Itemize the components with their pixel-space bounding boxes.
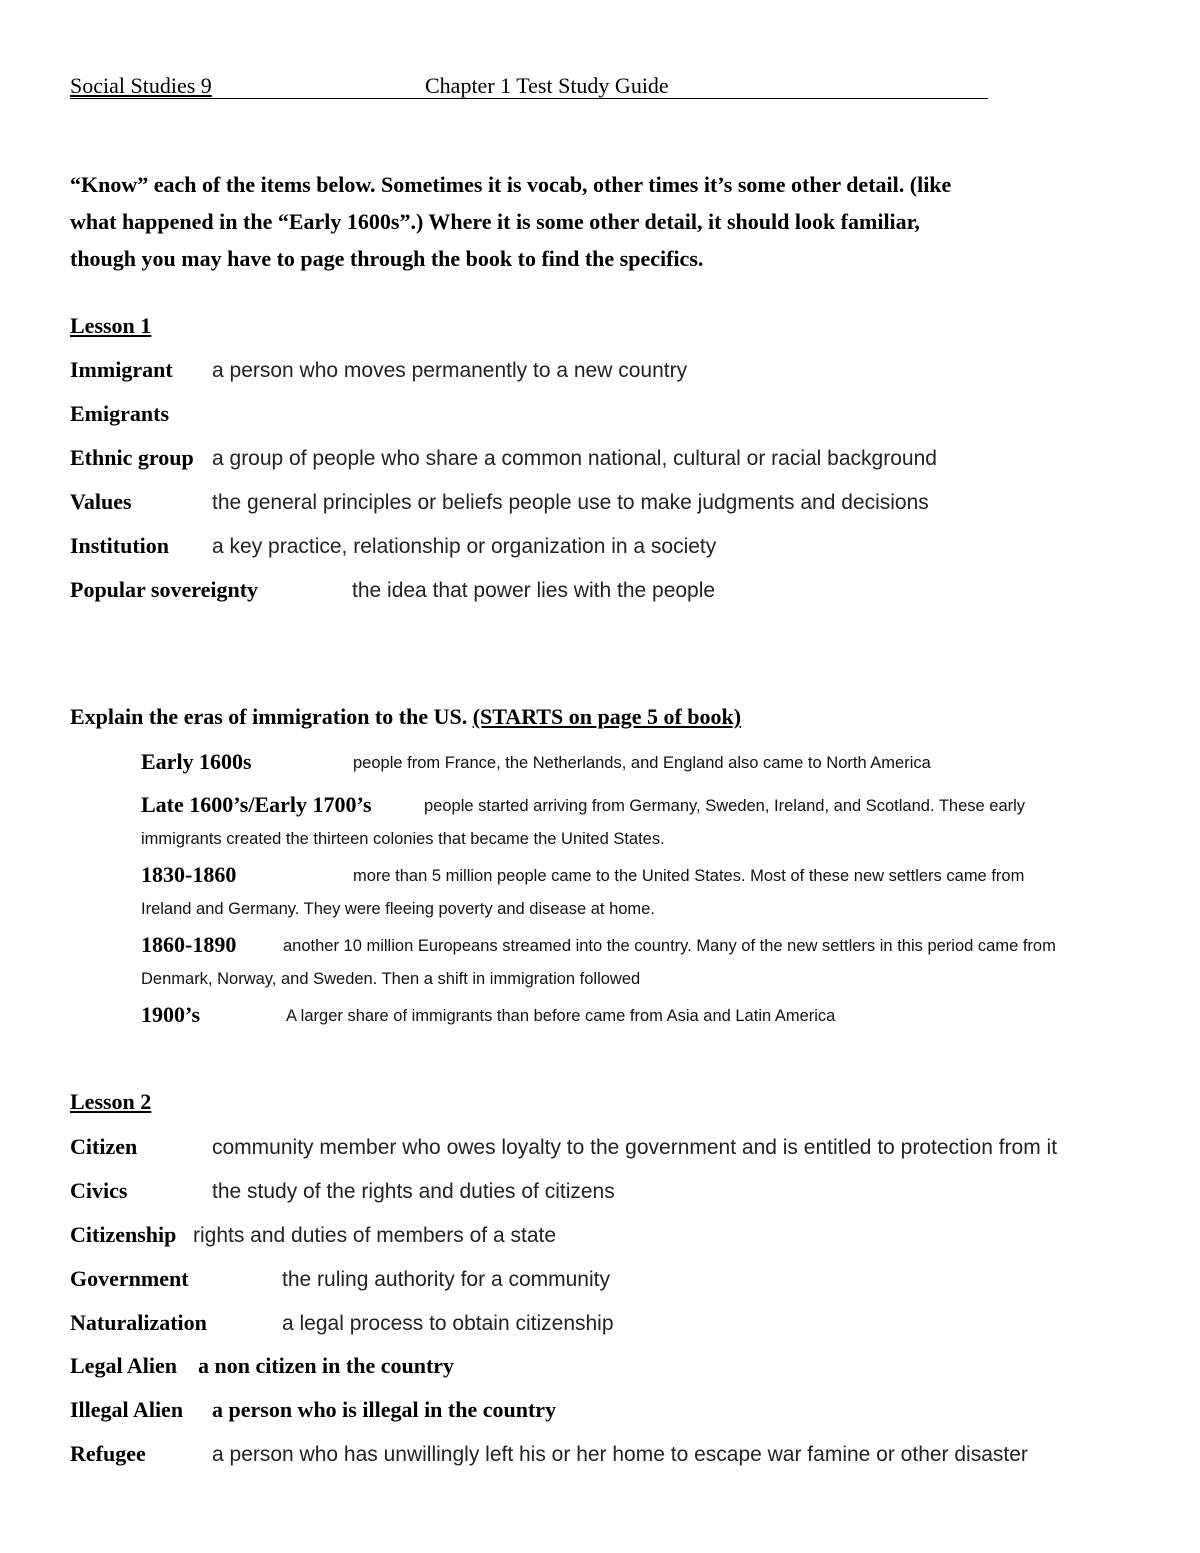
header-underline bbox=[70, 98, 988, 99]
lesson-1-heading: Lesson 1 bbox=[70, 313, 152, 338]
term-emigrants: Emigrants bbox=[70, 401, 169, 426]
definition-citizen: community member who owes loyalty to the government and is entitled to protection from it bbox=[212, 1136, 1058, 1159]
intro-line-1: “Know” each of the items below. Sometimes it is vocab, other times it’s some other detail. (like bbox=[70, 172, 952, 197]
definition-citizenship: rights and duties of members of a state bbox=[193, 1224, 557, 1247]
intro-paragraph bbox=[70, 166, 1150, 277]
eras-question-text: Explain the eras of immigration to the US. bbox=[70, 704, 473, 729]
term-citizen: Citizen bbox=[70, 1134, 138, 1159]
term-immigrant: Immigrant bbox=[70, 357, 173, 382]
era-label-late-1600s: Late 1600’s/Early 1700’s bbox=[141, 792, 372, 817]
era-label-1830-1860: 1830-1860 bbox=[141, 862, 237, 887]
era-desc-1900s: A larger share of immigrants than before came from Asia and Latin America bbox=[286, 1007, 836, 1025]
definition-illegal-alien: a person who is illegal in the country bbox=[212, 1397, 557, 1422]
term-ethnic-group: Ethnic group bbox=[70, 445, 194, 470]
term-naturalization: Naturalization bbox=[70, 1310, 207, 1335]
definition-refugee: a person who has unwillingly left his or her home to escape war famine or other disaster bbox=[212, 1443, 1028, 1466]
definition-civics: the study of the rights and duties of citizens bbox=[212, 1180, 615, 1203]
era-desc-late-1600s-line-2: immigrants created the thirteen colonies that became the United States. bbox=[141, 830, 665, 848]
era-desc-late-1600s-line-1: people started arriving from Germany, Sweden, Ireland, and Scotland. These early bbox=[424, 797, 1026, 815]
course-name: Social Studies 9 bbox=[70, 73, 212, 98]
era-label-1860-1890: 1860-1890 bbox=[141, 932, 237, 957]
term-refugee: Refugee bbox=[70, 1441, 146, 1466]
term-citizenship: Citizenship bbox=[70, 1222, 177, 1247]
term-government: Government bbox=[70, 1266, 189, 1291]
eras-question-reference: (STARTS on page 5 of book) bbox=[472, 704, 742, 729]
intro-line-2: what happened in the “Early 1600s”.) Where it is some other detail, it should look familiar, bbox=[70, 209, 920, 234]
term-illegal-alien: Illegal Alien bbox=[70, 1397, 184, 1422]
definition-values: the general principles or beliefs people use to make judgments and decisions bbox=[212, 491, 929, 514]
term-popular-sovereignty: Popular sovereignty bbox=[70, 577, 259, 602]
intro-line-3: though you may have to page through the book to find the specifics. bbox=[70, 246, 704, 271]
definition-institution: a key practice, relationship or organization in a society bbox=[212, 535, 717, 558]
definition-naturalization: a legal process to obtain citizenship bbox=[282, 1312, 614, 1335]
era-desc-1860-1890-line-2: Denmark, Norway, and Sweden. Then a shift in immigration followed bbox=[141, 970, 641, 988]
term-civics: Civics bbox=[70, 1178, 128, 1203]
term-values: Values bbox=[70, 489, 132, 514]
era-label-early-1600s: Early 1600s bbox=[141, 749, 252, 774]
definition-legal-alien: a non citizen in the country bbox=[198, 1353, 455, 1378]
era-desc-1830-1860-line-2: Ireland and Germany. They were fleeing poverty and disease at home. bbox=[141, 900, 655, 918]
era-desc-early-1600s: people from France, the Netherlands, and England also came to North America bbox=[353, 754, 931, 772]
term-institution: Institution bbox=[70, 533, 170, 558]
era-desc-1830-1860-line-1: more than 5 million people came to the United States. Most of these new settlers came from bbox=[353, 867, 1025, 885]
era-label-1900s: 1900’s bbox=[141, 1002, 201, 1027]
definition-ethnic-group: a group of people who share a common national, cultural or racial background bbox=[212, 447, 937, 470]
term-legal-alien: Legal Alien bbox=[70, 1353, 177, 1378]
page-title: Chapter 1 Test Study Guide bbox=[425, 73, 669, 98]
lesson-2-heading: Lesson 2 bbox=[70, 1089, 152, 1114]
definition-popular-sovereignty: the idea that power lies with the people bbox=[352, 579, 716, 602]
era-desc-1860-1890-line-1: another 10 million Europeans streamed into the country. Many of the new settlers in this period came from bbox=[283, 937, 1056, 955]
definition-immigrant: a person who moves permanently to a new country bbox=[212, 359, 688, 382]
definition-government: the ruling authority for a community bbox=[282, 1268, 610, 1291]
eras-question bbox=[70, 704, 741, 730]
